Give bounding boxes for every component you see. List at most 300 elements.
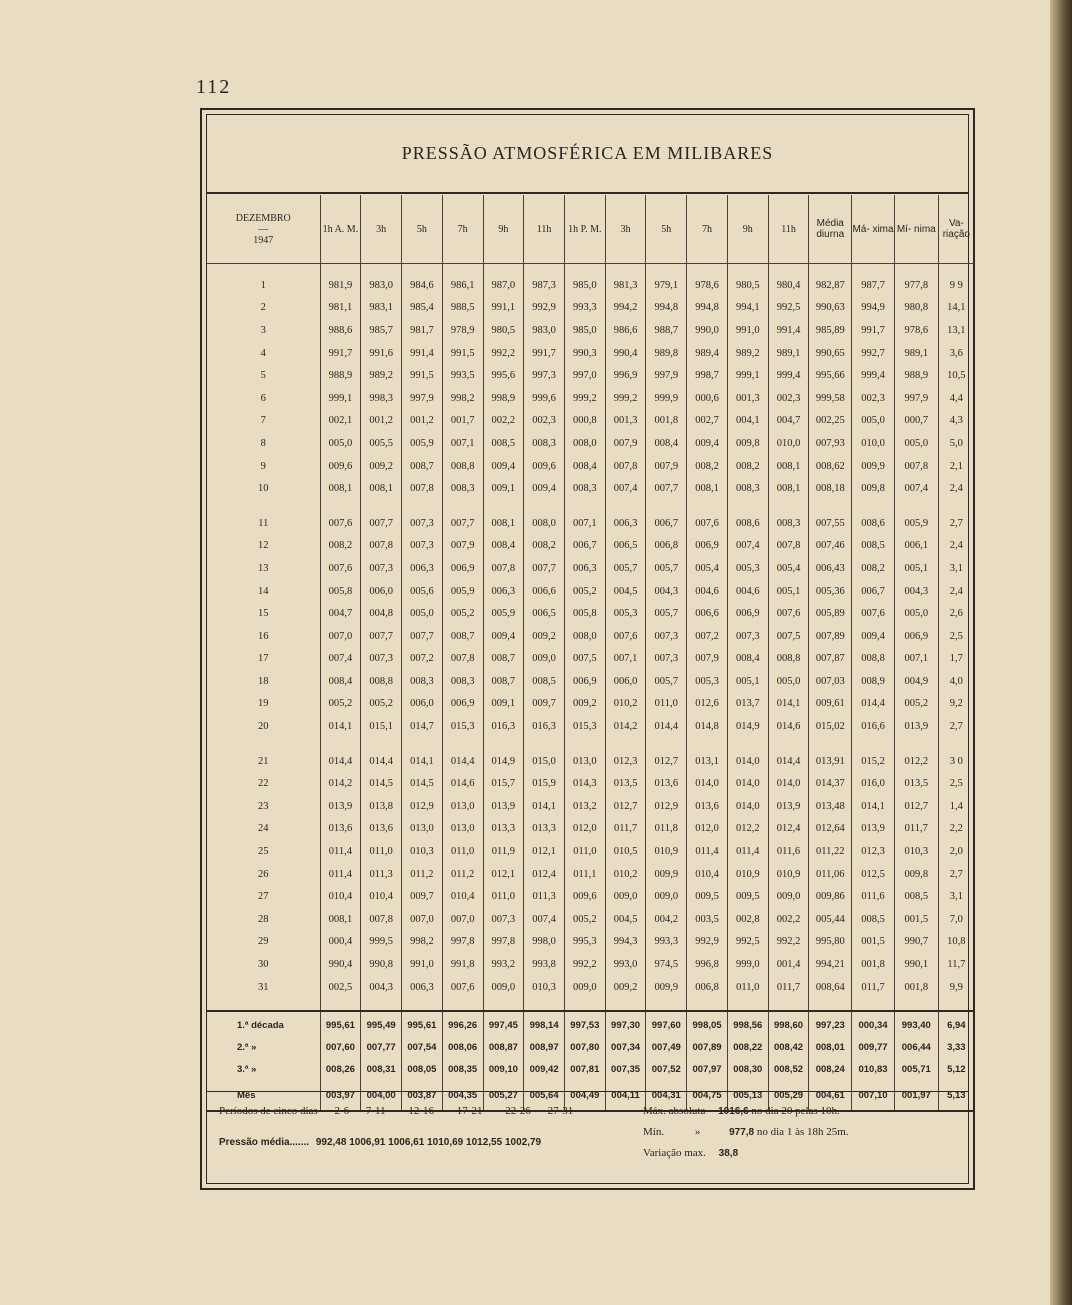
value-cell: 005,4 bbox=[687, 557, 728, 580]
value-cell: 008,0 bbox=[564, 432, 605, 455]
summary-value-cell: 008,22 bbox=[727, 1036, 768, 1058]
value-cell: 012,4 bbox=[768, 818, 809, 841]
value-cell: 014,1 bbox=[768, 693, 809, 716]
value-cell: 993,3 bbox=[564, 297, 605, 320]
value-cell: 988,9 bbox=[320, 364, 361, 387]
value-cell: 005,0 bbox=[894, 602, 938, 625]
value-cell: 014,8 bbox=[687, 715, 728, 738]
value-cell: 005,5 bbox=[361, 432, 402, 455]
value-cell: 980,8 bbox=[894, 297, 938, 320]
summary-value-cell: 008,31 bbox=[361, 1058, 402, 1080]
value-cell: 013,9 bbox=[483, 795, 524, 818]
periods-label: Períodos de cinco dias bbox=[219, 1105, 318, 1117]
value-cell: 006,9 bbox=[442, 557, 483, 580]
value-cell: 001,3 bbox=[727, 387, 768, 410]
value-cell: 014,1 bbox=[402, 750, 443, 773]
value-cell: 010,3 bbox=[894, 840, 938, 863]
value-cell: 994,9 bbox=[852, 297, 895, 320]
value-cell: 008,8 bbox=[361, 670, 402, 693]
value-cell: 005,2 bbox=[564, 580, 605, 603]
value-cell: 006,3 bbox=[564, 557, 605, 580]
value-cell: 004,7 bbox=[768, 410, 809, 433]
value-cell: 992,7 bbox=[852, 342, 895, 365]
spacer-cell bbox=[852, 738, 895, 750]
period: 12-16 bbox=[408, 1105, 435, 1117]
value-cell: 012,2 bbox=[894, 750, 938, 773]
summary-value-cell: 000,34 bbox=[852, 1011, 895, 1036]
spacer-cell bbox=[564, 500, 605, 512]
value-cell: 998,2 bbox=[402, 931, 443, 954]
summary-value-cell: 004,31 bbox=[646, 1080, 687, 1111]
value-cell: 005,1 bbox=[727, 670, 768, 693]
value-cell: 010,9 bbox=[727, 863, 768, 886]
value-cell: 009,9 bbox=[852, 455, 895, 478]
summary-value-cell: 998,14 bbox=[524, 1011, 565, 1036]
spacer-cell bbox=[524, 738, 565, 750]
spacer-cell bbox=[768, 264, 809, 275]
value-cell: 004,5 bbox=[605, 580, 646, 603]
value-cell: 007,3 bbox=[483, 908, 524, 931]
summary-value-cell: 003,97 bbox=[320, 1080, 361, 1111]
day-cell: 6 bbox=[260, 392, 266, 404]
period: 22-26 bbox=[505, 1105, 531, 1117]
value-cell: 007,9 bbox=[646, 455, 687, 478]
spacer-cell bbox=[320, 264, 361, 275]
spacer-cell bbox=[687, 500, 728, 512]
value-cell: 013,5 bbox=[605, 772, 646, 795]
value-cell: 008,1 bbox=[320, 477, 361, 500]
col-header: 5h bbox=[646, 195, 687, 264]
value-cell: 009,9 bbox=[646, 976, 687, 999]
value-cell: 998,9 bbox=[483, 387, 524, 410]
value-cell: 008,62 bbox=[809, 455, 852, 478]
table-row bbox=[207, 715, 974, 738]
value-cell: 007,55 bbox=[809, 512, 852, 535]
value-cell: 985,4 bbox=[402, 297, 443, 320]
value-cell: 009,6 bbox=[320, 455, 361, 478]
periods-line bbox=[219, 1105, 573, 1117]
value-cell: 014,2 bbox=[605, 715, 646, 738]
value-cell: 2,2 bbox=[938, 818, 974, 841]
value-cell: 008,2 bbox=[524, 535, 565, 558]
value-cell: 005,1 bbox=[894, 557, 938, 580]
value-cell: 004,2 bbox=[646, 908, 687, 931]
summary-value-cell: 008,01 bbox=[809, 1036, 852, 1058]
value-cell: 009,2 bbox=[605, 976, 646, 999]
value-cell: 009,2 bbox=[361, 455, 402, 478]
pressure-value: 1010,69 bbox=[427, 1137, 464, 1148]
value-cell: 998,2 bbox=[442, 387, 483, 410]
value-cell: 010,5 bbox=[605, 840, 646, 863]
value-cell: 978,6 bbox=[687, 274, 728, 297]
summary-label: Mês bbox=[207, 1080, 320, 1111]
table-row bbox=[207, 432, 974, 455]
value-cell: 012,3 bbox=[605, 750, 646, 773]
day-cell: 9 bbox=[260, 460, 266, 472]
value-cell: 006,3 bbox=[402, 976, 443, 999]
period: 7-11 bbox=[365, 1105, 386, 1117]
summary-value-cell: 004,75 bbox=[687, 1080, 728, 1111]
day-cell: 3 bbox=[260, 324, 266, 336]
summary-value-cell: 009,77 bbox=[852, 1036, 895, 1058]
spacer-cell bbox=[894, 264, 938, 275]
value-cell: 3,1 bbox=[938, 557, 974, 580]
value-cell: 007,8 bbox=[894, 455, 938, 478]
spacer-cell bbox=[483, 500, 524, 512]
summary-value-cell: 007,34 bbox=[605, 1036, 646, 1058]
value-cell: 006,8 bbox=[646, 535, 687, 558]
value-cell: 011,4 bbox=[687, 840, 728, 863]
value-cell: 001,2 bbox=[361, 410, 402, 433]
value-cell: 008,4 bbox=[727, 648, 768, 671]
value-cell: 009,9 bbox=[646, 863, 687, 886]
value-cell: 007,3 bbox=[361, 557, 402, 580]
value-cell: 990,4 bbox=[320, 953, 361, 976]
table-row bbox=[207, 648, 974, 671]
value-cell: 999,5 bbox=[361, 931, 402, 954]
spacer-cell bbox=[483, 998, 524, 1011]
value-cell: 008,8 bbox=[442, 455, 483, 478]
spacer-cell bbox=[894, 998, 938, 1011]
value-cell: 013,0 bbox=[402, 818, 443, 841]
spacer-row bbox=[207, 738, 974, 750]
value-cell: 010,0 bbox=[768, 432, 809, 455]
value-cell: 008,5 bbox=[483, 432, 524, 455]
value-cell: 981,1 bbox=[320, 297, 361, 320]
value-cell: 014,4 bbox=[852, 693, 895, 716]
value-cell: 9 9 bbox=[938, 274, 974, 297]
spacer-cell bbox=[768, 998, 809, 1011]
value-cell: 985,0 bbox=[564, 274, 605, 297]
value-cell: 004,7 bbox=[320, 602, 361, 625]
value-cell: 008,6 bbox=[852, 512, 895, 535]
day-cell: 12 bbox=[258, 540, 269, 552]
value-cell: 004,6 bbox=[727, 580, 768, 603]
value-cell: 014,1 bbox=[320, 715, 361, 738]
spacer-cell bbox=[320, 500, 361, 512]
value-cell: 992,2 bbox=[483, 342, 524, 365]
value-cell: 987,3 bbox=[524, 274, 565, 297]
summary-value-cell: 003,87 bbox=[402, 1080, 443, 1111]
value-cell: 007,7 bbox=[646, 477, 687, 500]
summary-value-cell: 008,05 bbox=[402, 1058, 443, 1080]
value-cell: 011,0 bbox=[483, 885, 524, 908]
value-cell: 008,0 bbox=[564, 625, 605, 648]
value-cell: 014,0 bbox=[727, 750, 768, 773]
value-cell: 3 0 bbox=[938, 750, 974, 773]
day-cell: 16 bbox=[258, 630, 269, 642]
value-cell: 994,8 bbox=[646, 297, 687, 320]
value-cell: 007,6 bbox=[605, 625, 646, 648]
spacer-cell bbox=[442, 738, 483, 750]
value-cell: 016,6 bbox=[852, 715, 895, 738]
value-cell: 999,2 bbox=[564, 387, 605, 410]
value-cell: 008,5 bbox=[894, 885, 938, 908]
summary-value-cell: 004,11 bbox=[605, 1080, 646, 1111]
value-cell: 001,8 bbox=[646, 410, 687, 433]
table-row bbox=[207, 772, 974, 795]
value-cell: 014,0 bbox=[768, 772, 809, 795]
value-cell: 999,1 bbox=[727, 364, 768, 387]
day-cell: 8 bbox=[260, 437, 266, 449]
value-cell: 005,44 bbox=[809, 908, 852, 931]
table-row bbox=[207, 840, 974, 863]
value-cell: 009,5 bbox=[727, 885, 768, 908]
value-cell: 007,4 bbox=[605, 477, 646, 500]
value-cell: 007,7 bbox=[361, 625, 402, 648]
value-cell: 974,5 bbox=[646, 953, 687, 976]
spacer-cell bbox=[564, 738, 605, 750]
summary-value-cell: 005,27 bbox=[483, 1080, 524, 1111]
value-cell: 983,1 bbox=[361, 297, 402, 320]
spacer-cell bbox=[442, 264, 483, 275]
table-row bbox=[207, 342, 974, 365]
value-cell: 014,6 bbox=[442, 772, 483, 795]
value-cell: 005,7 bbox=[646, 602, 687, 625]
spacer-cell bbox=[207, 264, 320, 275]
value-cell: 009,86 bbox=[809, 885, 852, 908]
value-cell: 010,9 bbox=[768, 863, 809, 886]
value-cell: 994,1 bbox=[727, 297, 768, 320]
value-cell: 009,4 bbox=[852, 625, 895, 648]
value-cell: 007,1 bbox=[442, 432, 483, 455]
value-cell: 002,1 bbox=[320, 410, 361, 433]
value-cell: 011,0 bbox=[727, 976, 768, 999]
col-header-maxima: Má- xima bbox=[852, 195, 895, 264]
value-cell: 008,3 bbox=[727, 477, 768, 500]
value-cell: 005,9 bbox=[442, 580, 483, 603]
value-cell: 007,8 bbox=[605, 455, 646, 478]
value-cell: 992,2 bbox=[768, 931, 809, 954]
value-cell: 013,1 bbox=[687, 750, 728, 773]
value-cell: 011,0 bbox=[361, 840, 402, 863]
value-cell: 011,1 bbox=[564, 863, 605, 886]
value-cell: 012,7 bbox=[646, 750, 687, 773]
value-cell: 992,9 bbox=[524, 297, 565, 320]
value-cell: 007,87 bbox=[809, 648, 852, 671]
value-cell: 999,58 bbox=[809, 387, 852, 410]
value-cell: 980,5 bbox=[727, 274, 768, 297]
day-cell: 27 bbox=[258, 891, 269, 903]
value-cell: 011,8 bbox=[646, 818, 687, 841]
value-cell: 1,7 bbox=[938, 648, 974, 671]
value-cell: 985,89 bbox=[809, 319, 852, 342]
value-cell: 009,2 bbox=[564, 693, 605, 716]
value-cell: 011,4 bbox=[727, 840, 768, 863]
value-cell: 009,7 bbox=[402, 885, 443, 908]
value-cell: 3,6 bbox=[938, 342, 974, 365]
value-cell: 991,0 bbox=[402, 953, 443, 976]
spacer-cell bbox=[361, 264, 402, 275]
value-cell: 007,3 bbox=[361, 648, 402, 671]
value-cell: 005,7 bbox=[646, 670, 687, 693]
value-cell: 005,1 bbox=[768, 580, 809, 603]
table-row bbox=[207, 410, 974, 433]
value-cell: 016,3 bbox=[524, 715, 565, 738]
summary-value-cell: 997,30 bbox=[605, 1011, 646, 1036]
value-cell: 2,1 bbox=[938, 455, 974, 478]
value-cell: 2,0 bbox=[938, 840, 974, 863]
value-cell: 009,4 bbox=[483, 455, 524, 478]
table-body bbox=[207, 264, 974, 1112]
value-cell: 998,3 bbox=[361, 387, 402, 410]
col-header: 1h A. M. bbox=[320, 195, 361, 264]
day-cell: 13 bbox=[258, 562, 269, 574]
value-cell: 012,0 bbox=[564, 818, 605, 841]
value-cell: 008,1 bbox=[768, 455, 809, 478]
value-cell: 4,4 bbox=[938, 387, 974, 410]
value-cell: 008,7 bbox=[483, 670, 524, 693]
col-header: 9h bbox=[483, 195, 524, 264]
day-cell: 7 bbox=[260, 415, 266, 427]
value-cell: 011,2 bbox=[402, 863, 443, 886]
summary-value-cell: 995,61 bbox=[402, 1011, 443, 1036]
summary-value-cell: 6,94 bbox=[938, 1011, 974, 1036]
value-cell: 007,4 bbox=[727, 535, 768, 558]
value-cell: 011,0 bbox=[646, 693, 687, 716]
summary-value-cell: 005,29 bbox=[768, 1080, 809, 1111]
header-row bbox=[207, 195, 974, 264]
summary-value-cell: 5,13 bbox=[938, 1080, 974, 1111]
table-row bbox=[207, 535, 974, 558]
value-cell: 991,7 bbox=[320, 342, 361, 365]
value-cell: 000,6 bbox=[687, 387, 728, 410]
value-cell: 012,9 bbox=[646, 795, 687, 818]
value-cell: 007,8 bbox=[442, 648, 483, 671]
value-cell: 007,3 bbox=[402, 535, 443, 558]
spacer-cell bbox=[852, 264, 895, 275]
value-cell: 987,7 bbox=[852, 274, 895, 297]
value-cell: 990,65 bbox=[809, 342, 852, 365]
value-cell: 001,5 bbox=[894, 908, 938, 931]
page-edge-binding bbox=[1050, 0, 1072, 1305]
summary-value-cell: 008,24 bbox=[809, 1058, 852, 1080]
value-cell: 991,0 bbox=[727, 319, 768, 342]
value-cell: 4,3 bbox=[938, 410, 974, 433]
value-cell: 13,1 bbox=[938, 319, 974, 342]
value-cell: 985,0 bbox=[564, 319, 605, 342]
value-cell: 007,3 bbox=[402, 512, 443, 535]
value-cell: 006,7 bbox=[852, 580, 895, 603]
value-cell: 008,1 bbox=[687, 477, 728, 500]
value-cell: 008,2 bbox=[727, 455, 768, 478]
value-cell: 2,7 bbox=[938, 715, 974, 738]
spacer-cell bbox=[687, 738, 728, 750]
day-cell: 20 bbox=[258, 721, 269, 733]
summary-value-cell: 008,87 bbox=[483, 1036, 524, 1058]
value-cell: 007,8 bbox=[361, 908, 402, 931]
value-cell: 988,6 bbox=[320, 319, 361, 342]
value-cell: 011,4 bbox=[320, 863, 361, 886]
summary-value-cell: 008,26 bbox=[320, 1058, 361, 1080]
value-cell: 5,0 bbox=[938, 432, 974, 455]
summary-value-cell: 005,13 bbox=[727, 1080, 768, 1111]
value-cell: 014,0 bbox=[727, 795, 768, 818]
col-header: 7h bbox=[442, 195, 483, 264]
value-cell: 008,9 bbox=[852, 670, 895, 693]
day-cell: 15 bbox=[258, 608, 269, 620]
value-cell: 007,2 bbox=[402, 648, 443, 671]
value-cell: 014,1 bbox=[524, 795, 565, 818]
value-cell: 012,0 bbox=[687, 818, 728, 841]
summary-value-cell: 998,56 bbox=[727, 1011, 768, 1036]
value-cell: 002,5 bbox=[320, 976, 361, 999]
summary-value-cell: 997,53 bbox=[564, 1011, 605, 1036]
spacer-cell bbox=[442, 998, 483, 1011]
value-cell: 991,4 bbox=[768, 319, 809, 342]
period: 2-6 bbox=[334, 1105, 350, 1117]
spacer-cell bbox=[207, 500, 320, 512]
value-cell: 007,4 bbox=[894, 477, 938, 500]
value-cell: 009,4 bbox=[524, 477, 565, 500]
value-cell: 994,21 bbox=[809, 953, 852, 976]
col-header: 7h bbox=[687, 195, 728, 264]
table-row bbox=[207, 885, 974, 908]
value-cell: 007,9 bbox=[687, 648, 728, 671]
value-cell: 010,2 bbox=[605, 863, 646, 886]
table-row bbox=[207, 557, 974, 580]
spacer-cell bbox=[483, 738, 524, 750]
value-cell: 007,9 bbox=[442, 535, 483, 558]
table-row bbox=[207, 477, 974, 500]
value-cell: 013,9 bbox=[768, 795, 809, 818]
value-cell: 009,4 bbox=[687, 432, 728, 455]
summary-value-cell: 004,49 bbox=[564, 1080, 605, 1111]
summary-value-cell: 997,23 bbox=[809, 1011, 852, 1036]
value-cell: 009,0 bbox=[768, 885, 809, 908]
table-row bbox=[207, 863, 974, 886]
value-cell: 989,2 bbox=[727, 342, 768, 365]
value-cell: 013,0 bbox=[442, 795, 483, 818]
value-cell: 006,9 bbox=[442, 693, 483, 716]
value-cell: 989,2 bbox=[361, 364, 402, 387]
value-cell: 012,7 bbox=[605, 795, 646, 818]
value-cell: 013,48 bbox=[809, 795, 852, 818]
table-frame bbox=[200, 108, 975, 1190]
value-cell: 996,9 bbox=[605, 364, 646, 387]
table-row bbox=[207, 580, 974, 603]
value-cell: 006,6 bbox=[687, 602, 728, 625]
spacer-cell bbox=[442, 500, 483, 512]
value-cell: 007,7 bbox=[524, 557, 565, 580]
value-cell: 994,8 bbox=[687, 297, 728, 320]
spacer-cell bbox=[605, 264, 646, 275]
value-cell: 004,9 bbox=[894, 670, 938, 693]
value-cell: 981,9 bbox=[320, 274, 361, 297]
value-cell: 002,8 bbox=[727, 908, 768, 931]
value-cell: 007,0 bbox=[320, 625, 361, 648]
value-cell: 2,4 bbox=[938, 580, 974, 603]
value-cell: 009,8 bbox=[727, 432, 768, 455]
spacer-cell bbox=[646, 264, 687, 275]
spacer-cell bbox=[402, 738, 443, 750]
value-cell: 001,5 bbox=[852, 931, 895, 954]
table-row bbox=[207, 953, 974, 976]
value-cell: 005,7 bbox=[605, 557, 646, 580]
summary-value-cell: 008,35 bbox=[442, 1058, 483, 1080]
value-cell: 10,8 bbox=[938, 931, 974, 954]
table-row bbox=[207, 512, 974, 535]
value-cell: 993,0 bbox=[605, 953, 646, 976]
value-cell: 014,4 bbox=[320, 750, 361, 773]
value-cell: 007,0 bbox=[402, 908, 443, 931]
value-cell: 014,3 bbox=[564, 772, 605, 795]
value-cell: 994,3 bbox=[605, 931, 646, 954]
value-cell: 007,89 bbox=[809, 625, 852, 648]
value-cell: 007,5 bbox=[768, 625, 809, 648]
spacer-cell bbox=[361, 500, 402, 512]
spacer-cell bbox=[564, 998, 605, 1011]
